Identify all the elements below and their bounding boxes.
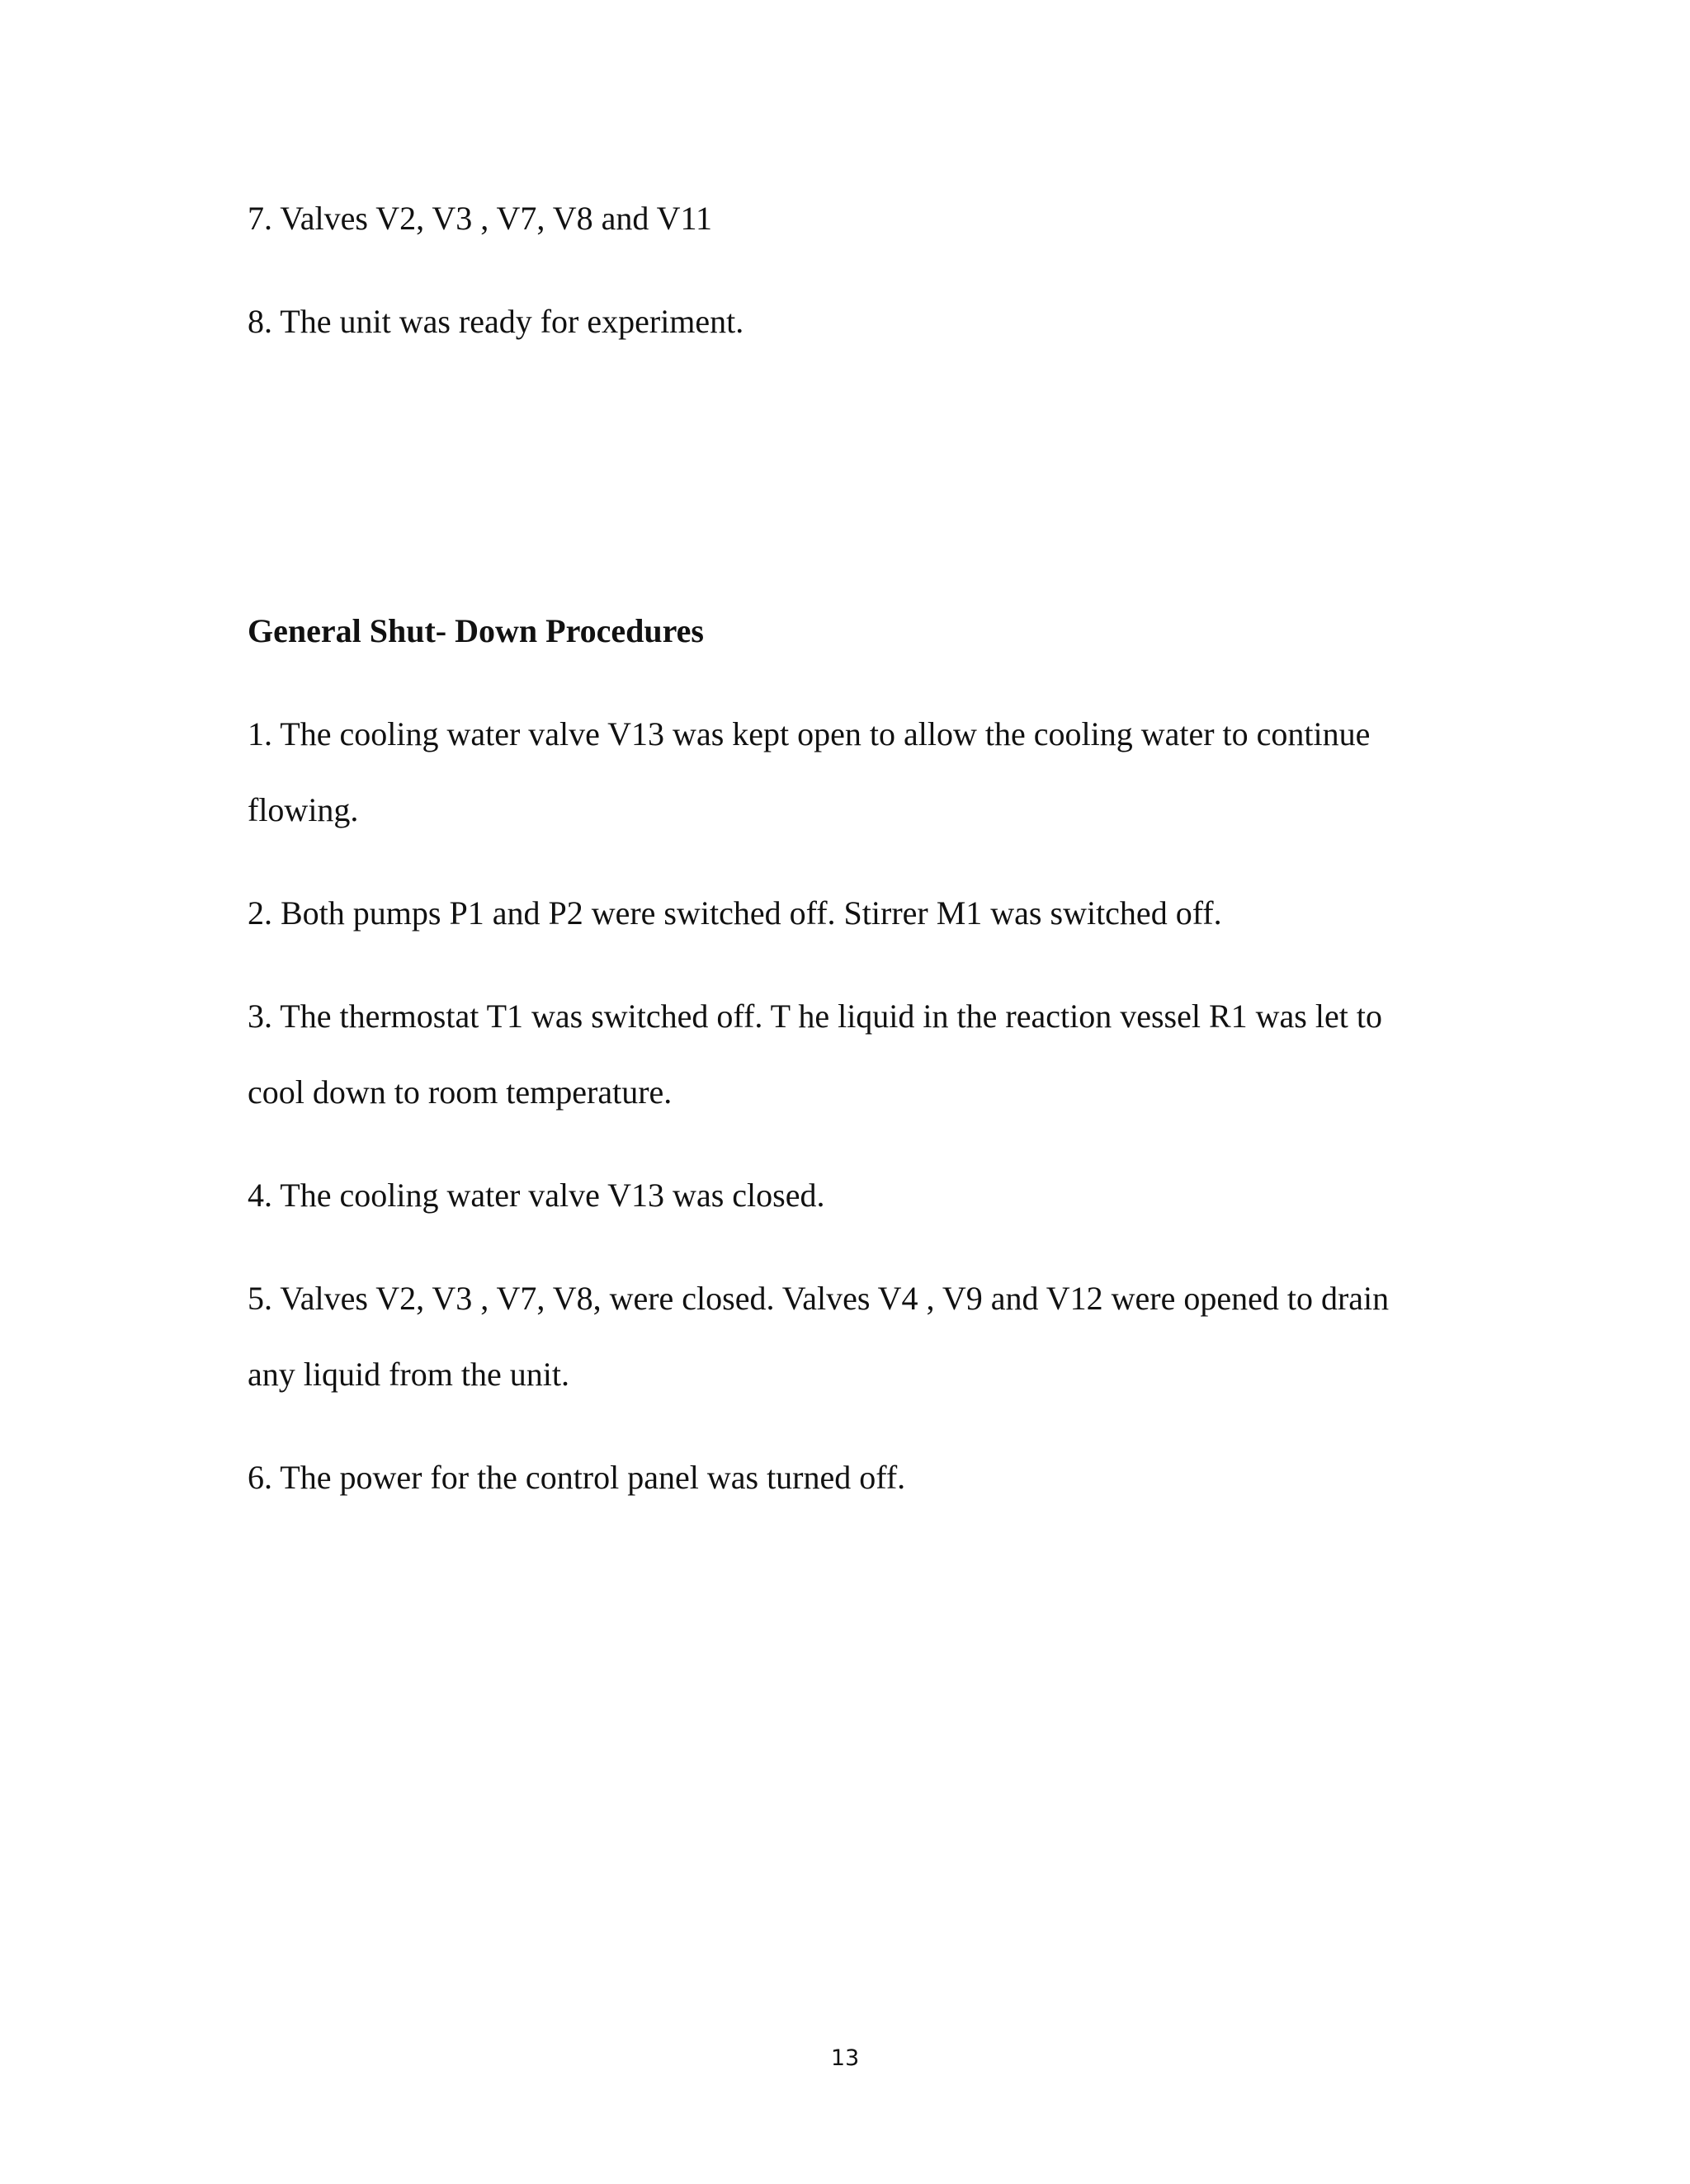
page-number: 13 — [830, 2045, 860, 2071]
section-heading: General Shut- Down Procedures — [248, 612, 704, 649]
step-8: 8. The unit was ready for experiment. — [248, 303, 744, 340]
shutdown-step-6: 6. The power for the control panel was turned off. — [248, 1459, 906, 1496]
shutdown-step-3-line-1: 3. The thermostat T1 was switched off. T he liquid in the reaction vessel R1 was let to — [248, 998, 1382, 1035]
shutdown-step-1-line-2: flowing. — [248, 791, 359, 828]
step-7: 7. Valves V2, V3 , V7, V8 and V11 — [248, 200, 713, 237]
shutdown-step-5-line-1: 5. Valves V2, V3 , V7, V8, were closed. Valves V4 , V9 and V12 were opened to drain — [248, 1280, 1390, 1317]
shutdown-step-2: 2. Both pumps P1 and P2 were switched off. Stirrer M1 was switched off. — [248, 894, 1222, 932]
shutdown-step-1-line-1: 1. The cooling water valve V13 was kept open to allow the cooling water to continue — [248, 715, 1371, 752]
shutdown-step-4: 4. The cooling water valve V13 was closed. — [248, 1177, 825, 1214]
shutdown-step-3-line-2: cool down to room temperature. — [248, 1073, 673, 1111]
shutdown-step-5-line-2: any liquid from the unit. — [248, 1356, 569, 1393]
